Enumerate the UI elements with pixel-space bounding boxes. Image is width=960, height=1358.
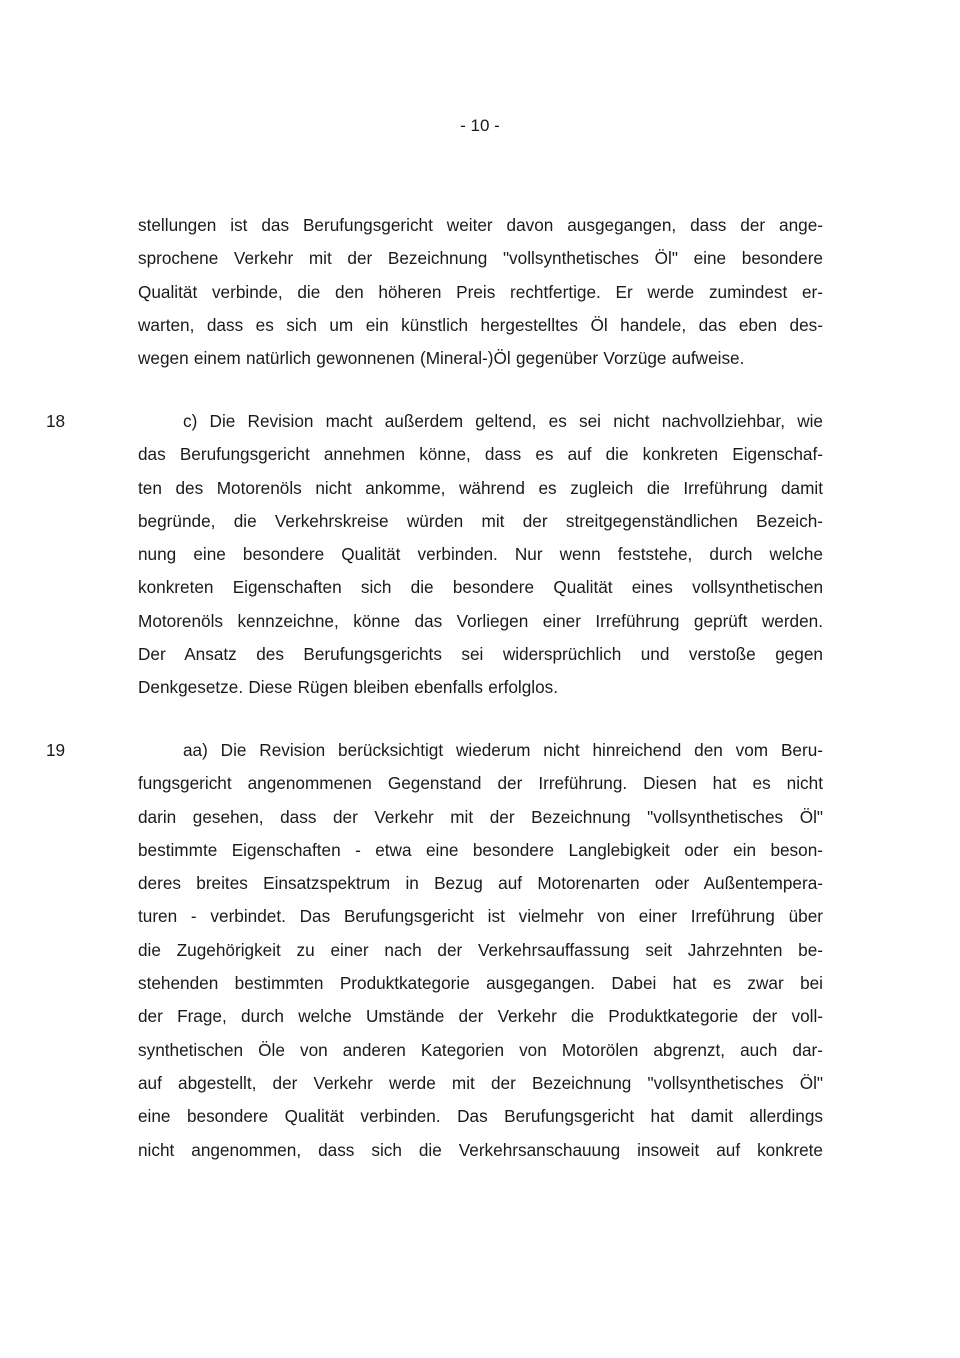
- paragraph-18: [138, 405, 823, 705]
- text-line: Denkgesetze. Diese Rügen bleiben ebenfalls erfolglos.: [138, 677, 559, 698]
- text-line: nung eine besondere Qualität verbinden. Nur wenn feststehe, durch welche: [138, 544, 823, 565]
- text-line: der Frage, durch welche Umstände der Verkehr die Produktkategorie der voll-: [138, 1006, 823, 1027]
- text-line: darin gesehen, dass der Verkehr mit der Bezeichnung "vollsynthetisches Öl": [138, 806, 823, 827]
- marginal-number: 19: [46, 740, 66, 760]
- marginal-number: 18: [46, 411, 66, 431]
- text-line: warten, dass es sich um ein künstlich hergestelltes Öl handele, das eben des-: [138, 314, 823, 335]
- text-line: stehenden bestimmten Produktkategorie ausgegangen. Dabei hat es zwar bei: [138, 973, 823, 994]
- text-line: aa) Die Revision berücksichtigt wiederum nicht hinreichend den vom Beru-: [183, 740, 823, 760]
- text-line: nicht angenommen, dass sich die Verkehrsanschauung insoweit auf konkrete: [138, 1139, 823, 1160]
- paragraph-19: [138, 734, 823, 1167]
- text-line: Motorenöls kennzeichne, könne das Vorliegen einer Irreführung geprüft werden.: [138, 610, 823, 631]
- page-number: - 10 -: [460, 116, 500, 135]
- text-line: synthetischen Öle von anderen Kategorien von Motorölen abgrenzt, auch dar-: [138, 1039, 823, 1060]
- text-line: Qualität verbinde, die den höheren Preis rechtfertige. Er werde zumindest er-: [138, 281, 823, 302]
- text-line: c) Die Revision macht außerdem geltend, es sei nicht nachvollziehbar, wie: [183, 411, 823, 431]
- text-line: wegen einem natürlich gewonnenen (Mineral-)Öl gegenüber Vorzüge aufweise.: [138, 348, 745, 369]
- text-line: bestimmte Eigenschaften - etwa eine besondere Langlebigkeit oder ein beson-: [138, 839, 823, 860]
- text-line: konkreten Eigenschaften sich die besondere Qualität eines vollsynthetischen: [138, 577, 823, 598]
- paragraph-continuation: [138, 209, 823, 375]
- text-line: das Berufungsgericht annehmen könne, dass es auf die konkreten Eigenschaf-: [138, 444, 823, 465]
- text-line: eine besondere Qualität verbinden. Das Berufungsgericht hat damit allerdings: [138, 1106, 823, 1127]
- text-line: ten des Motorenöls nicht ankomme, während es zugleich die Irreführung damit: [138, 477, 823, 498]
- text-line: Der Ansatz des Berufungsgerichts sei widersprüchlich und verstoße gegen: [138, 644, 823, 665]
- text-line: sprochene Verkehr mit der Bezeichnung "vollsynthetisches Öl" eine besondere: [138, 248, 823, 269]
- text-line: die Zugehörigkeit zu einer nach der Verkehrsauffassung seit Jahrzehnten be-: [138, 939, 823, 960]
- text-line: begründe, die Verkehrskreise würden mit der streitgegenständlichen Bezeich-: [138, 510, 823, 531]
- text-line: auf abgestellt, der Verkehr werde mit der Bezeichnung "vollsynthetisches Öl": [138, 1072, 823, 1093]
- text-line: fungsgericht angenommenen Gegenstand der Irreführung. Diesen hat es nicht: [138, 773, 823, 794]
- text-line: deres breites Einsatzspektrum in Bezug auf Motorenarten oder Außentempera-: [138, 873, 823, 894]
- text-line: turen - verbindet. Das Berufungsgericht ist vielmehr von einer Irreführung über: [138, 906, 823, 927]
- text-line: stellungen ist das Berufungsgericht weiter davon ausgegangen, dass der ange-: [138, 215, 823, 235]
